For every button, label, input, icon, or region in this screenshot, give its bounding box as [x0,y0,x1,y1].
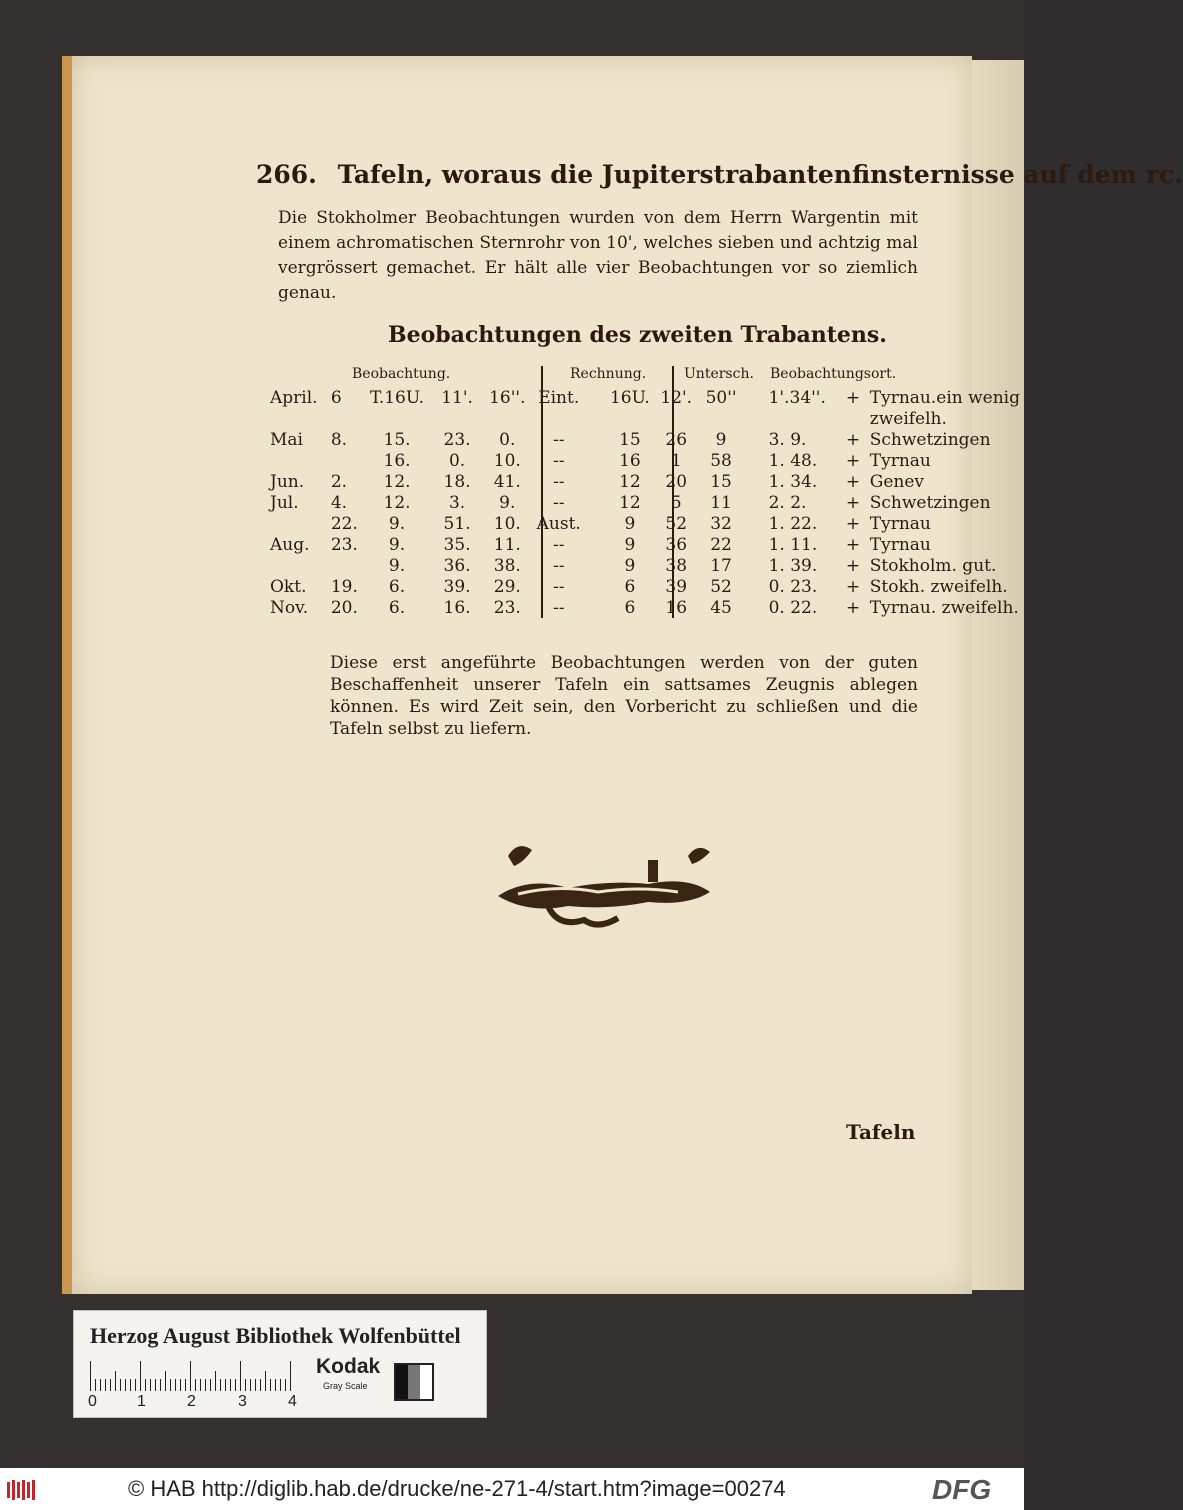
cell-sign: + [845,577,861,597]
cell-rm: 39 [665,577,688,597]
cell-month [266,451,327,472]
ruler-tick [175,1379,176,1391]
ruler-tick [195,1379,196,1391]
cell-diff: 1. 39. [768,556,818,576]
cell-sign: + [845,472,861,492]
cell-s: 23. [493,598,521,618]
cell-rs: 58 [710,451,732,471]
cell-m [432,409,482,430]
cell-day: 23. [330,535,358,555]
cell-s: 38. [493,556,521,576]
cell-s: 16''. [489,388,526,408]
table-row [266,451,1024,472]
ruler-tick [290,1361,291,1391]
spacer-cell [743,472,764,493]
table-row [266,409,1024,430]
library-name: Herzog August Bibliothek Wolfenbüttel [90,1323,461,1348]
ruler-tick [125,1379,126,1391]
source-url-link[interactable]: © HAB http://diglib.hab.de/drucke/ne-271-4/start.htm?image=00274 [128,1476,786,1501]
ruler-tick [165,1371,166,1391]
cell-diff: 0. 22. [768,598,818,618]
cell-note: -- [552,577,565,597]
ruler-tick [100,1379,101,1391]
ruler-tick [95,1379,96,1391]
spacer-cell [585,577,606,598]
kodak-logo: Kodak [316,1355,381,1378]
cell-place: Tyrnau. zweifelh. [869,598,1019,618]
cell-note: -- [552,472,565,492]
spacer-cell [585,556,606,577]
cell-month [266,514,327,535]
cell-sign: + [845,388,861,408]
page-number: 266. [256,160,317,189]
gray-swatch [394,1363,434,1401]
cell-rs: 50'' [705,388,737,408]
ruler-tick [150,1379,151,1391]
closing-paragraph: Diese erst angeführte Beobachtungen werden von der guten Beschaffenheit unserer Tafeln ein sattsames Zeugnis ablegen können. Es wird Zeit sein, den Vorbericht zu schließen und die Tafeln selbst zu liefern. [330,653,918,739]
cell-place: Tyrnau.ein wenig [869,388,1020,408]
ruler-tick [285,1379,286,1391]
ruler-tick [235,1379,236,1391]
cell-h: 16. [383,451,411,471]
cell-rh: 9 [624,535,636,555]
cell-note: -- [552,430,565,450]
cell-m: 3. [448,493,466,513]
ruler-tick [260,1379,261,1391]
cell-rh: 6 [624,577,636,597]
spacer-cell [743,409,764,430]
spacer-cell [743,388,764,409]
cell-diff: 1. 34. [768,472,818,492]
ruler-tick [215,1371,216,1391]
spacer-cell [585,535,606,556]
cell-rm: 52 [665,514,688,534]
cell-note: Eint. [538,388,580,408]
ruler-number: 1 [137,1393,146,1410]
ruler-tick [90,1361,91,1391]
cell-sign: + [845,535,861,555]
ruler-tick [155,1379,156,1391]
cell-rh: 9 [624,556,636,576]
ruler-number: 3 [238,1393,247,1410]
cell-place: Genev [869,472,925,492]
ruler-tick [115,1371,116,1391]
ruler-tick [190,1361,191,1391]
cell-rs: 11 [710,493,732,513]
gray-scale-label: Gray Scale [323,1381,368,1391]
ruler-tick [250,1379,251,1391]
spacer-cell [743,451,764,472]
cell-day: 2. [330,472,348,492]
cell-rm: 16 [665,598,688,618]
cell-rm [654,409,699,430]
cell-m: 51. [443,514,471,534]
ruler-tick [240,1361,241,1391]
cell-h: 12. [383,493,411,513]
cell-place: Tyrnau [869,535,931,555]
table-row [266,598,1024,619]
cell-diff: 2. 2. [768,493,807,513]
cell-day: 20. [330,598,358,618]
cell-h: 9. [388,556,406,576]
cell-rm: 20 [665,472,688,492]
cell-rh [606,409,654,430]
ruler-tick [185,1379,186,1391]
ruler-tick [265,1371,266,1391]
cell-note [533,409,585,430]
cell-m: 18. [443,472,471,492]
catchword: Tafeln [846,1120,916,1144]
spacer-cell [743,493,764,514]
ornament-vignette-icon [488,836,718,932]
section-title: Beobachtungen des zweiten Trabantens. [388,322,887,348]
cell-note: -- [552,451,565,471]
ruler-tick [245,1379,246,1391]
spacer-cell [585,472,606,493]
cell-month: Mai [270,430,303,450]
cell-month: April. [270,388,318,408]
spacer-cell [585,430,606,451]
cell-h: 9. [388,514,406,534]
cell-sign: + [845,451,861,471]
spacer-cell [585,598,606,619]
spacer-cell [585,514,606,535]
table-row [266,430,1024,451]
cell-day: 6 [330,388,342,408]
cell-rh: 15 [619,430,641,450]
cell-rh: 9 [624,514,636,534]
cell-m: 36. [443,556,471,576]
ruler-number: 4 [288,1393,297,1410]
running-title: Tafeln, woraus die Jupiterstrabantenfinsternisse auf dem rc. [337,160,1183,189]
cell-diff: 1'.34''. [768,388,826,408]
next-page-edge [965,60,1024,1290]
cell-place: zweifelh. [869,409,947,429]
cell-day: 8. [330,430,348,450]
cell-s: 10. [493,451,521,471]
cell-day [327,409,362,430]
cell-diff [765,409,841,430]
cell-rh: 12 [619,493,641,513]
ruler-tick [130,1379,131,1391]
cell-diff: 0. 23. [768,577,818,597]
ruler-tick [135,1379,136,1391]
ruler-tick [255,1379,256,1391]
cell-sign: + [845,598,861,618]
table-row [266,535,1024,556]
cell-s [482,409,533,430]
ruler-number: 0 [88,1393,97,1410]
cell-s: 0. [499,430,516,450]
cell-day: 4. [330,493,348,513]
cell-s: 29. [493,577,521,597]
cell-m: 0. [448,451,466,471]
cell-note: -- [552,556,565,576]
observations-table [266,388,1024,619]
cell-rm: 36 [665,535,688,555]
cell-h: 6. [388,598,406,618]
ruler-tick [110,1379,111,1391]
cell-rm: 26 [665,430,688,450]
spacer-cell [585,451,606,472]
cell-m: 16. [443,598,471,618]
ruler-tick [230,1379,231,1391]
spacer-cell [743,535,764,556]
cell-s: 41. [493,472,521,492]
spacer-cell [743,430,764,451]
ruler-tick [105,1379,106,1391]
table-row [266,556,1024,577]
cell-place: Schwetzingen [869,430,991,450]
cell-rh: 16 [619,451,641,471]
cell-day [327,451,362,472]
cell-sign: + [845,556,861,576]
cell-month: Jul. [270,493,299,513]
cell-h [362,409,432,430]
ruler-tick [280,1379,281,1391]
column-header-difference: Untersch. [684,366,754,382]
cell-diff: 3. 9. [768,430,807,450]
cell-rs [699,409,744,430]
ruler-tick [205,1379,206,1391]
column-header-calculation: Rechnung. [570,366,647,382]
cell-place: Tyrnau [869,451,931,471]
cell-m: 11'. [441,388,473,408]
cell-rs: 15 [710,472,732,492]
cell-h: T.16U. [370,388,425,408]
cell-rh: 6 [624,598,636,618]
table-row [266,388,1024,409]
cell-place: Stokholm. gut. [869,556,997,576]
spacer-cell [585,388,606,409]
cell-h: 9. [388,535,406,555]
cell-sign: + [845,493,861,513]
cell-rh: 12 [619,472,641,492]
cell-place: Stokh. zweifelh. [869,577,1008,597]
cell-rs: 17 [710,556,732,576]
spacer-cell [743,514,764,535]
footer-bar [0,1468,1024,1510]
cell-note: Aust. [536,514,581,534]
hab-logo-icon [6,1478,38,1502]
ruler-tick [275,1379,276,1391]
cell-diff: 1. 48. [768,451,818,471]
table-row [266,514,1024,535]
ruler-tick [270,1379,271,1391]
cell-day: 22. [330,514,358,534]
cell-sign [840,409,865,430]
ruler-tick [225,1379,226,1391]
spacer-cell [743,577,764,598]
column-header-observation: Beobachtung. [352,366,451,382]
cell-s: 9. [499,493,516,513]
ruler-tick [210,1379,211,1391]
table-row [266,493,1024,514]
ruler-tick [200,1379,201,1391]
ruler-tick [145,1379,146,1391]
cell-month: Okt. [270,577,307,597]
cell-note: -- [552,493,565,513]
cell-month: Nov. [270,598,309,618]
cell-rm: 12'. [660,388,693,408]
spacer-cell [585,409,606,430]
cell-month [266,409,327,430]
cell-note: -- [552,535,565,555]
cell-h: 12. [383,472,411,492]
cell-day: 19. [330,577,358,597]
spacer-cell [743,556,764,577]
cell-s: 10. [493,514,521,534]
cell-month: Jun. [270,472,305,492]
cell-rs: 9 [715,430,727,450]
cell-day [327,556,362,577]
spacer-cell [743,598,764,619]
cell-h: 15. [383,430,411,450]
cell-m: 39. [443,577,471,597]
ruler-tick [120,1379,121,1391]
table-row [266,577,1024,598]
cell-rm: 1 [670,451,682,471]
ruler-number: 2 [187,1393,196,1410]
spacer-cell [585,493,606,514]
cell-sign: + [845,430,861,450]
cell-month [266,556,327,577]
column-header-place: Beobachtungsort. [770,366,897,382]
cell-s: 11. [493,535,521,555]
cell-m: 35. [443,535,471,555]
intro-paragraph: Die Stokholmer Beobachtungen wurden von dem Herrn Wargentin mit einem achromatischen Sternrohr von 10', welches sieben und achtzig mal vergrössert gemachet. Er hält alle vier Beobachtungen vor so ziemlich genau. [278,208,918,303]
ruler-tick [160,1379,161,1391]
cell-place: Tyrnau [869,514,931,534]
cell-m: 23. [443,430,471,450]
cell-rh: 16U. [609,388,650,408]
cell-month: Aug. [270,535,310,555]
cell-diff: 1. 11. [768,535,818,555]
cell-rs: 22 [710,535,732,555]
running-header [256,160,1183,189]
table-row [266,472,1024,493]
scale-ruler [90,1361,300,1391]
ruler-tick [140,1361,141,1391]
cell-rs: 45 [710,598,732,618]
cell-rm: 5 [670,493,682,513]
ruler-tick [170,1379,171,1391]
cell-sign: + [845,514,861,534]
cell-rs: 52 [710,577,732,597]
ruler-tick [180,1379,181,1391]
cell-rs: 32 [710,514,732,534]
cell-diff: 1. 22. [768,514,818,534]
cell-h: 6. [388,577,406,597]
cell-rm: 38 [665,556,688,576]
cell-place: Schwetzingen [869,493,991,513]
ruler-tick [220,1379,221,1391]
library-color-card [73,1310,487,1418]
dfg-logo: DFG [932,1474,992,1505]
cell-note: -- [552,598,565,618]
